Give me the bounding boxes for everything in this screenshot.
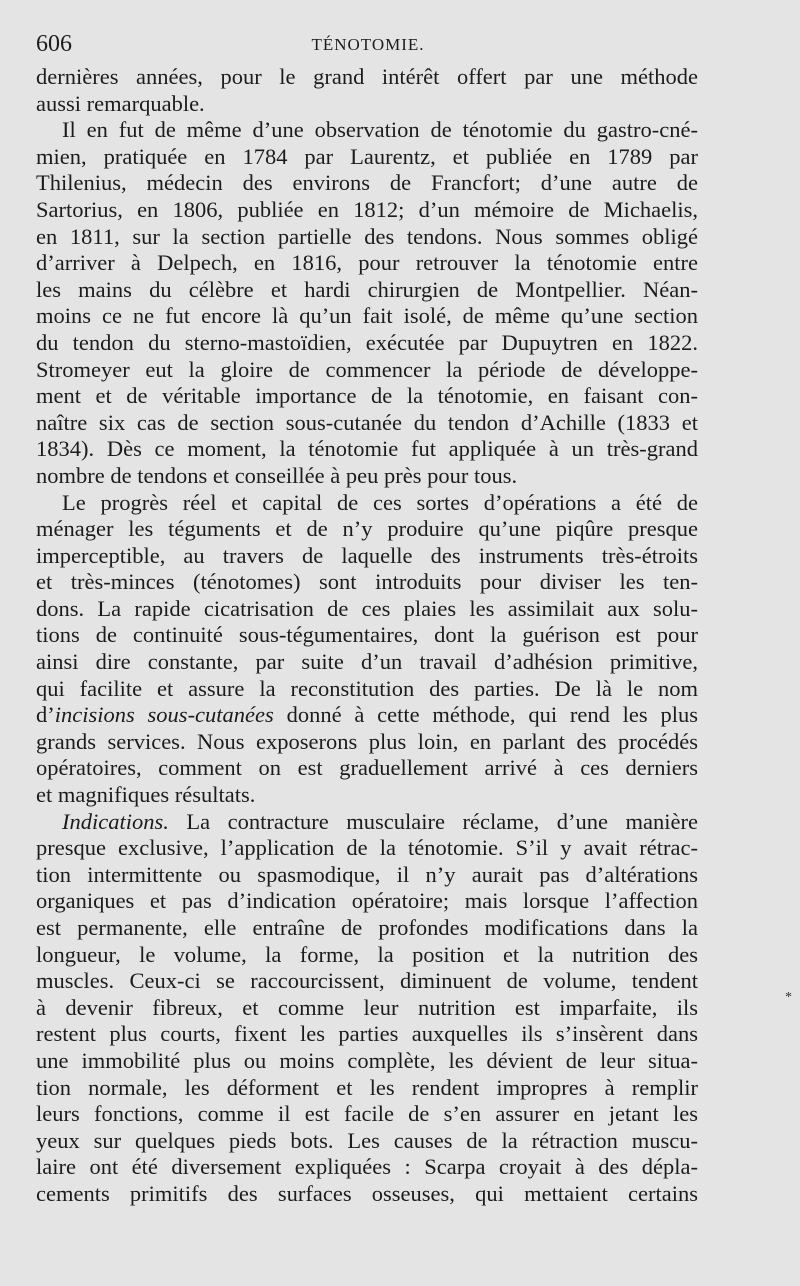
text-line-with-italic	[36, 809, 698, 836]
text-run: La contracture musculaire réclame, d’une manière	[168, 808, 698, 834]
text-line: nombre de tendons et conseillée à peu près pour tous.	[36, 462, 518, 488]
running-head	[36, 28, 700, 60]
section-lead-heading: Indications.	[62, 808, 169, 834]
text-line: imperceptible, au travers de laquelle des instruments très-étroits	[36, 542, 698, 568]
text-line: est permanente, elle entraîne de profondes modifications dans la	[36, 915, 698, 940]
text-line: du tendon du sterno-mastoïdien, exécutée par Dupuytren en 1822.	[36, 329, 698, 355]
text-line: Stromeyer eut la gloire de commencer la période de développe-	[36, 356, 698, 382]
text-line: restent plus courts, fixent les parties auxquelles ils s’insèrent dans	[36, 1021, 698, 1047]
margin-mark: *	[785, 990, 792, 1005]
text-line: en 1811, sur la section partielle des tendons. Nous sommes obligé	[36, 223, 698, 249]
text-line: organiques et pas d’indication opératoire; mais lorsque l’affection	[36, 888, 698, 914]
text-line: 1834). Dès ce moment, la ténotomie fut appliquée à un très-grand	[36, 436, 698, 462]
text-line: qui facilite et assure la reconstitution des parties. De là le nom	[36, 675, 698, 701]
text-line: tion intermittente ou spasmodique, il n’y aurait pas d’altérations	[36, 861, 698, 887]
text-line: cements primitifs des surfaces osseuses, qui mettaient certains	[36, 1180, 698, 1206]
text-line: et très-minces (ténotomes) sont introduits pour diviser les ten-	[36, 569, 698, 595]
text-line-with-italic	[36, 702, 698, 729]
text-line: longueur, le volume, la forme, la position et la nutrition des	[36, 941, 698, 967]
text-line: laire ont été diversement expliquées : Scarpa croyait à des dépla-	[36, 1154, 698, 1180]
italic-term: incisions sous-cutanées	[54, 702, 274, 728]
text-line: aussi remarquable.	[36, 90, 205, 116]
body-text	[36, 64, 698, 1208]
text-line: muscles. Ceux-ci se raccourcissent, diminuent de volume, tendent	[36, 968, 698, 994]
text-line: moins ce ne fut encore là qu’un fait isolé, de même qu’une section	[36, 303, 698, 329]
text-line: tions de continuité sous-tégumentaires, dont la guérison est pour	[36, 622, 698, 648]
text-line: ainsi dire constante, par suite d’un travail d’adhésion primitive,	[36, 649, 698, 675]
text-run: d’	[36, 702, 55, 728]
text-line: ment et de véritable importance de la ténotomie, en faisant con-	[36, 383, 698, 409]
text-line: ménager les téguments et de n’y produire qu’une piqûre presque	[36, 516, 698, 542]
text-line: les mains du célèbre et hardi chirurgien de Montpellier. Néan-	[36, 276, 698, 302]
running-title: TÉNOTOMIE.	[311, 35, 425, 54]
text-line: opératoires, comment on est graduellement arrivé à ces derniers	[36, 755, 698, 781]
text-line: grands services. Nous exposerons plus loin, en parlant des procédés	[36, 728, 698, 754]
text-line: Sartorius, en 1806, publiée en 1812; d’un mémoire de Michaelis,	[36, 196, 698, 222]
page-number: 606	[36, 31, 72, 57]
text-line: dernières années, pour le grand intérêt offert par une méthode	[36, 64, 698, 89]
text-line: d’arriver à Delpech, en 1816, pour retrouver la ténotomie entre	[36, 250, 698, 276]
text-line: mien, pratiquée en 1784 par Laurentz, et publiée en 1789 par	[36, 143, 698, 169]
text-line: Thilenius, médecin des environs de Francfort; d’une autre de	[36, 170, 698, 196]
text-line: une immobilité plus ou moins complète, les dévient de leur situa-	[36, 1047, 698, 1073]
text-run: donné à cette méthode, qui rend les plus	[273, 702, 698, 728]
text-line: dons. La rapide cicatrisation de ces plaies les assimilait aux solu-	[36, 595, 698, 621]
text-line: tion normale, les déforment et les rendent impropres à remplir	[36, 1074, 698, 1100]
text-line: à devenir fibreux, et comme leur nutrition est imparfaite, ils	[36, 994, 698, 1020]
text-line: leurs fonctions, comme il est facile de s’en assurer en jetant les	[36, 1101, 698, 1127]
text-line: et magnifiques résultats.	[36, 782, 256, 808]
text-line: naître six cas de section sous-cutanée du tendon d’Achille (1833 et	[36, 409, 698, 435]
text-line: yeux sur quelques pieds bots. Les causes de la rétraction muscu-	[36, 1127, 698, 1153]
text-line: presque exclusive, l’application de la ténotomie. S’il y avait rétrac-	[36, 835, 698, 861]
text-line: Le progrès réel et capital de ces sortes d’opérations a été de	[62, 489, 698, 515]
text-line: Il en fut de même d’une observation de ténotomie du gastro-cné-	[62, 117, 698, 143]
